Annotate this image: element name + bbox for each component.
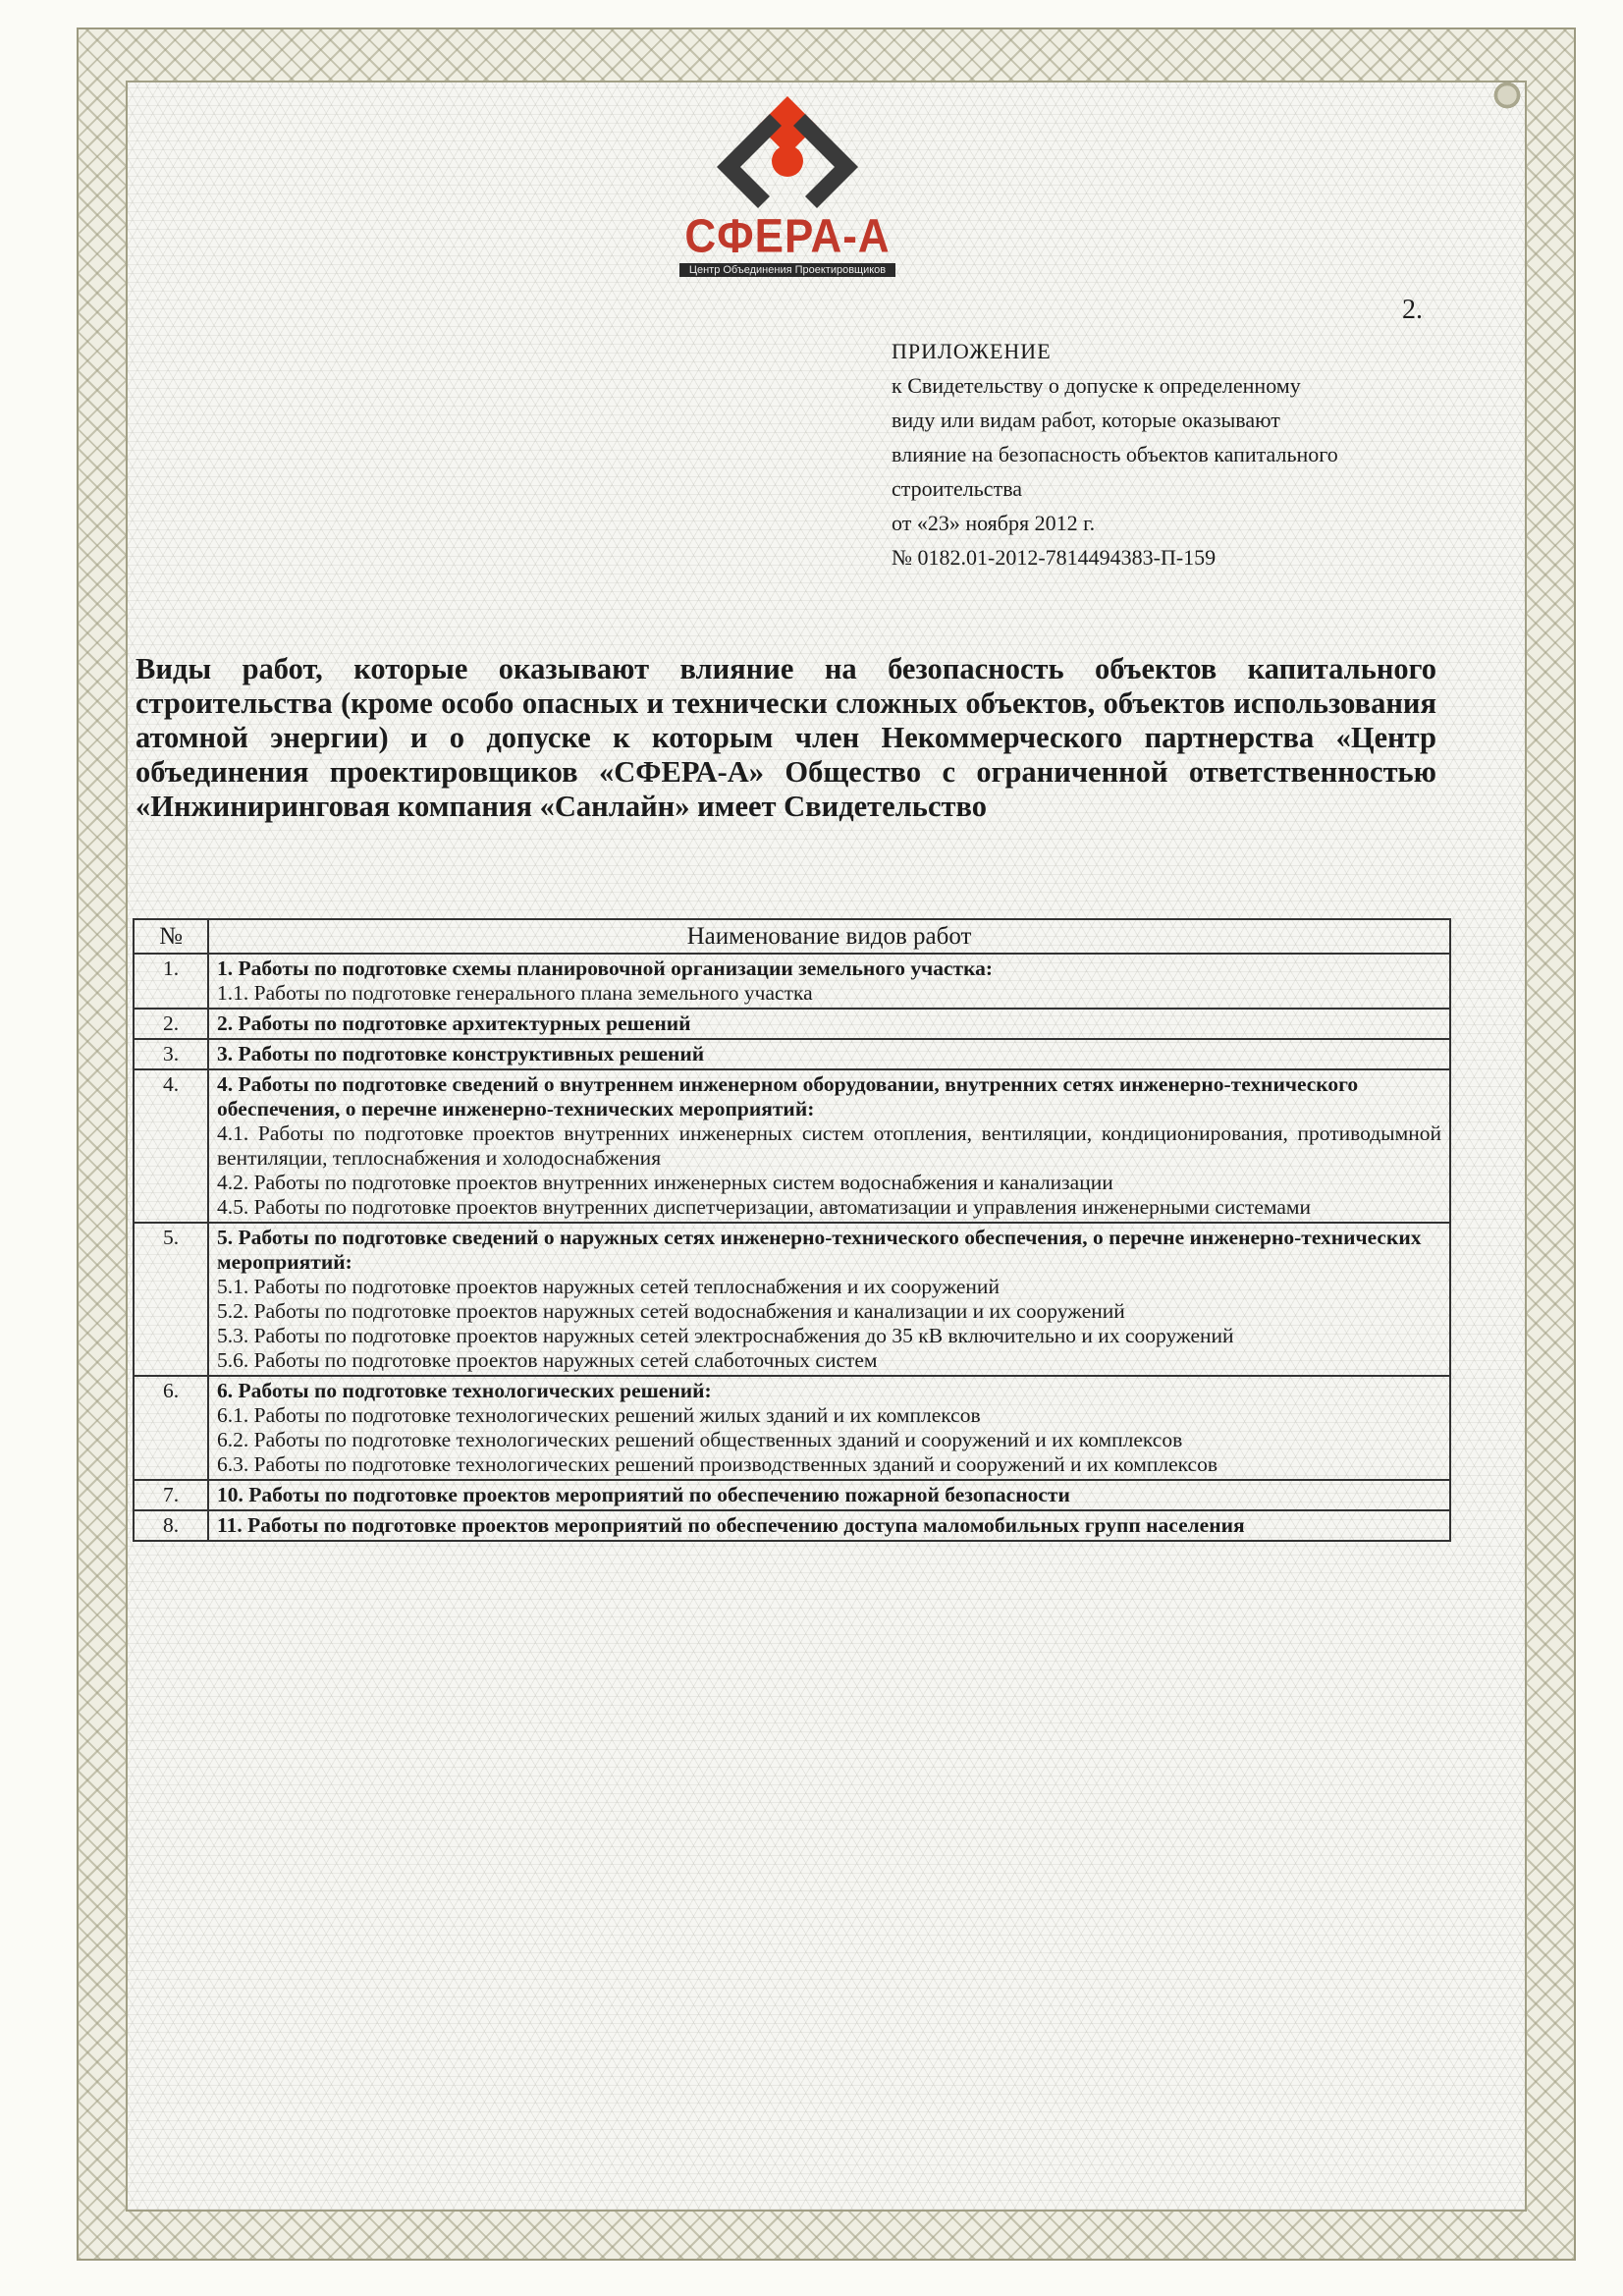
appendix-block [892,334,1441,574]
work-item: 5.2. Работы по подготовке проектов наружных сетей водоснабжения и канализации и их сооружений [217,1299,1125,1323]
work-group-title: 11. Работы по подготовке проектов мероприятий по обеспечению доступа маломобильных групп населения [217,1513,1245,1537]
work-item: 1.1. Работы по подготовке генерального плана земельного участка [217,981,813,1005]
work-item: 4.1. Работы по подготовке проектов внутренних инженерных систем отопления, вентиляции, кондиционирования, противодымной вентиляции, теплоснабжения и холодоснабжения [217,1121,1441,1170]
row-number: 4. [134,1069,208,1223]
document-heading: Виды работ, которые оказывают влияние на безопасность объектов капитального строительства (кроме особо опасных и технически сложных объектов, объектов использования атомной энергии) и о допуске к которым член Некоммерческого партнерства «Центр объединения проектировщиков «СФЕРА-А» Общество с ограниченной ответственностью «Инжиниринговая компания «Санлайн» имеет Свидетельство [135,652,1436,823]
work-item: 5.1. Работы по подготовке проектов наружных сетей теплоснабжения и их сооружений [217,1275,1000,1298]
table-row [134,1009,1450,1039]
work-group-title: 2. Работы по подготовке архитектурных решений [217,1011,691,1035]
appendix-certificate-number: № 0182.01-2012-7814494383-П-159 [892,545,1217,570]
page-number: 2. [1402,295,1423,325]
row-content [208,1009,1450,1039]
row-number: 3. [134,1039,208,1069]
work-item: 4.5. Работы по подготовке проектов внутренних диспетчеризации, автоматизации и управления инженерными системами [217,1195,1311,1219]
table-row [134,1069,1450,1223]
appendix-line: виду или видам работ, которые оказывают [892,408,1280,432]
work-item: 4.2. Работы по подготовке проектов внутренних инженерных систем водоснабжения и канализации [217,1171,1113,1194]
appendix-line: к Свидетельству о допуске к определенному [892,373,1301,398]
row-content [208,1069,1450,1223]
work-item: 6.1. Работы по подготовке технологических решений жилых зданий и их комплексов [217,1403,981,1427]
table-row [134,1510,1450,1541]
punch-hole [1490,79,1524,112]
table-row [134,1223,1450,1376]
sfera-a-logo [679,94,895,291]
table-header-row [134,919,1450,954]
table-row [134,1039,1450,1069]
table-row [134,954,1450,1009]
appendix-date: от «23» ноября 2012 г. [892,511,1096,535]
row-content [208,1510,1450,1541]
row-number: 1. [134,954,208,1009]
logo-subtitle: Центр Объединения Проектировщиков [679,263,895,277]
work-item: 6.2. Работы по подготовке технологических решений общественных зданий и сооружений и их комплексов [217,1428,1183,1451]
logo-emblem-icon [679,94,895,212]
appendix-line: строительства [892,476,1023,501]
work-group-title: 5. Работы по подготовке сведений о наружных сетях инженерно-технического обеспечения, о перечне инженерно-технических мероприятий: [217,1226,1422,1274]
work-item: 5.3. Работы по подготовке проектов наружных сетей электроснабжения до 35 кВ включительно и их сооружений [217,1324,1234,1347]
table-row [134,1376,1450,1480]
works-table [133,918,1451,1542]
row-content [208,1376,1450,1480]
row-number: 2. [134,1009,208,1039]
row-number: 7. [134,1480,208,1510]
table-row [134,1480,1450,1510]
row-content [208,1039,1450,1069]
row-content [208,1480,1450,1510]
work-group-title: 4. Работы по подготовке сведений о внутреннем инженерном оборудовании, внутренних сетях инженерно-технического обеспечения, о перечне инженерно-технических мероприятий: [217,1072,1359,1121]
work-group-title: 6. Работы по подготовке технологических решений: [217,1379,712,1402]
logo-name: СФЕРА-А [684,209,891,263]
work-group-title: 1. Работы по подготовке схемы планировочной организации земельного участка: [217,957,994,980]
appendix-line: влияние на безопасность объектов капитального [892,442,1338,466]
work-group-title: 3. Работы по подготовке конструктивных решений [217,1042,705,1066]
appendix-title: ПРИЛОЖЕНИЕ [892,339,1052,363]
row-number: 5. [134,1223,208,1376]
row-content [208,1223,1450,1376]
work-item: 5.6. Работы по подготовке проектов наружных сетей слаботочных систем [217,1348,878,1372]
column-header-name: Наименование видов работ [208,919,1450,954]
column-header-number: № [134,919,208,954]
work-group-title: 10. Работы по подготовке проектов мероприятий по обеспечению пожарной безопасности [217,1483,1070,1506]
row-content [208,954,1450,1009]
row-number: 6. [134,1376,208,1480]
row-number: 8. [134,1510,208,1541]
work-item: 6.3. Работы по подготовке технологических решений производственных зданий и сооружений и их комплексов [217,1452,1217,1476]
